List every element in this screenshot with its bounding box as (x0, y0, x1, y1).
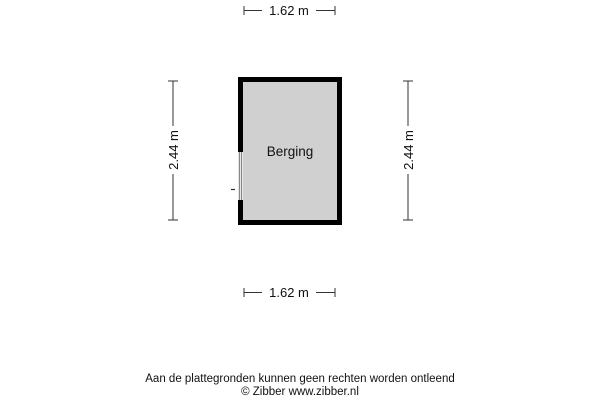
disclaimer-text: Aan de plattegronden kunnen geen rechten worden ontleend (145, 373, 455, 385)
room-berging (231, 77, 342, 225)
top-dimension (244, 3, 335, 18)
top-dimension-label: 1.62 m (269, 3, 309, 18)
right-dimension-label: 2.44 m (401, 130, 416, 170)
bottom-dimension-label: 1.62 m (269, 285, 309, 300)
left-dimension-label: 2.44 m (166, 130, 181, 170)
copyright-text: © Zibber www.zibber.nl (241, 386, 359, 398)
door-opening (238, 152, 243, 200)
left-dimension (166, 81, 181, 220)
bottom-dimension (244, 285, 335, 300)
right-dimension (401, 81, 416, 220)
room-label: Berging (266, 144, 314, 159)
